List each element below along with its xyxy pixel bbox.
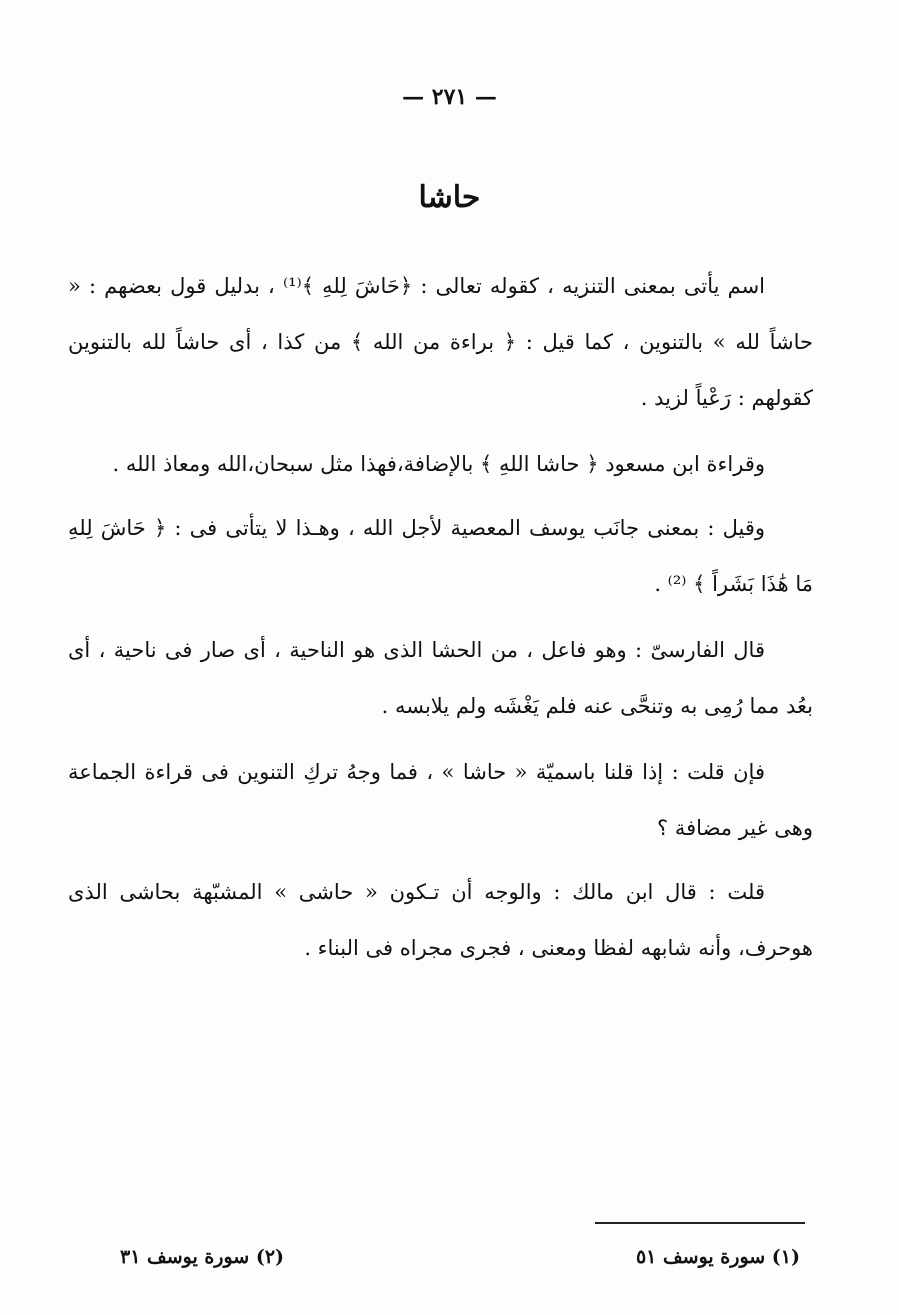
body-text (68, 258, 813, 986)
footnote-divider (595, 1222, 805, 1224)
footnote: (١) سورة يوسف ٥١ (635, 1246, 800, 1268)
paragraph: قلت : قال ابن مالك : والوجه أن تـكون « حاشى » المشبّهة بحاشى الذى هوحرف، وأنه شابهه لفظا ومعنى ، فجرى مجراه فى البناء . (68, 880, 813, 960)
paragraph: فإن قلت : إذا قلنا باسميّة « حاشا » ، فما وجهُ تركِ التنوين فى قراءة الجماعة وهى غير مضافة ؟ (68, 760, 813, 840)
footnotes (120, 1246, 800, 1268)
paragraph: قال الفارسىّ : وهو فاعل ، من الحشا الذى هو الناحية ، أى صار فى ناحية ، أى بعُد مما رُمِى به وتنحَّى عنه فلم يَغْشَه ولم يلابسه . (68, 638, 813, 718)
paragraph: وقراءة ابن مسعود ﴿ حاشا اللهِ ﴾ بالإضافة،فهذا مثل سبحان،الله ومعاذ الله . (112, 452, 765, 476)
footnote: (٢) سورة يوسف ٣١ (120, 1246, 285, 1268)
page-number: — ٢٧١ — (402, 84, 497, 110)
paragraph: اسم يأتى بمعنى التنزيه ، كقوله تعالى : ﴿حَاشَ لِلهِ ﴾⁽¹⁾ ، بدليل قول بعضهم : « حاشاً لله » بالتنوين ، كما قيل : ﴿ براءة من الله ﴾ من كذا ، أى حاشاً لله بالتنوين كقولهم : رَعْياً لزيد . (68, 274, 813, 410)
paragraph: وقيل : بمعنى جانَب يوسف المعصية لأجل الله ، وهـذا لا يتأتى فى : ﴿ حَاشَ لِلهِ مَا هَٰذَا بَشَراً ﴾ ⁽²⁾ . (68, 516, 813, 596)
page-title: حاشا (418, 180, 481, 215)
